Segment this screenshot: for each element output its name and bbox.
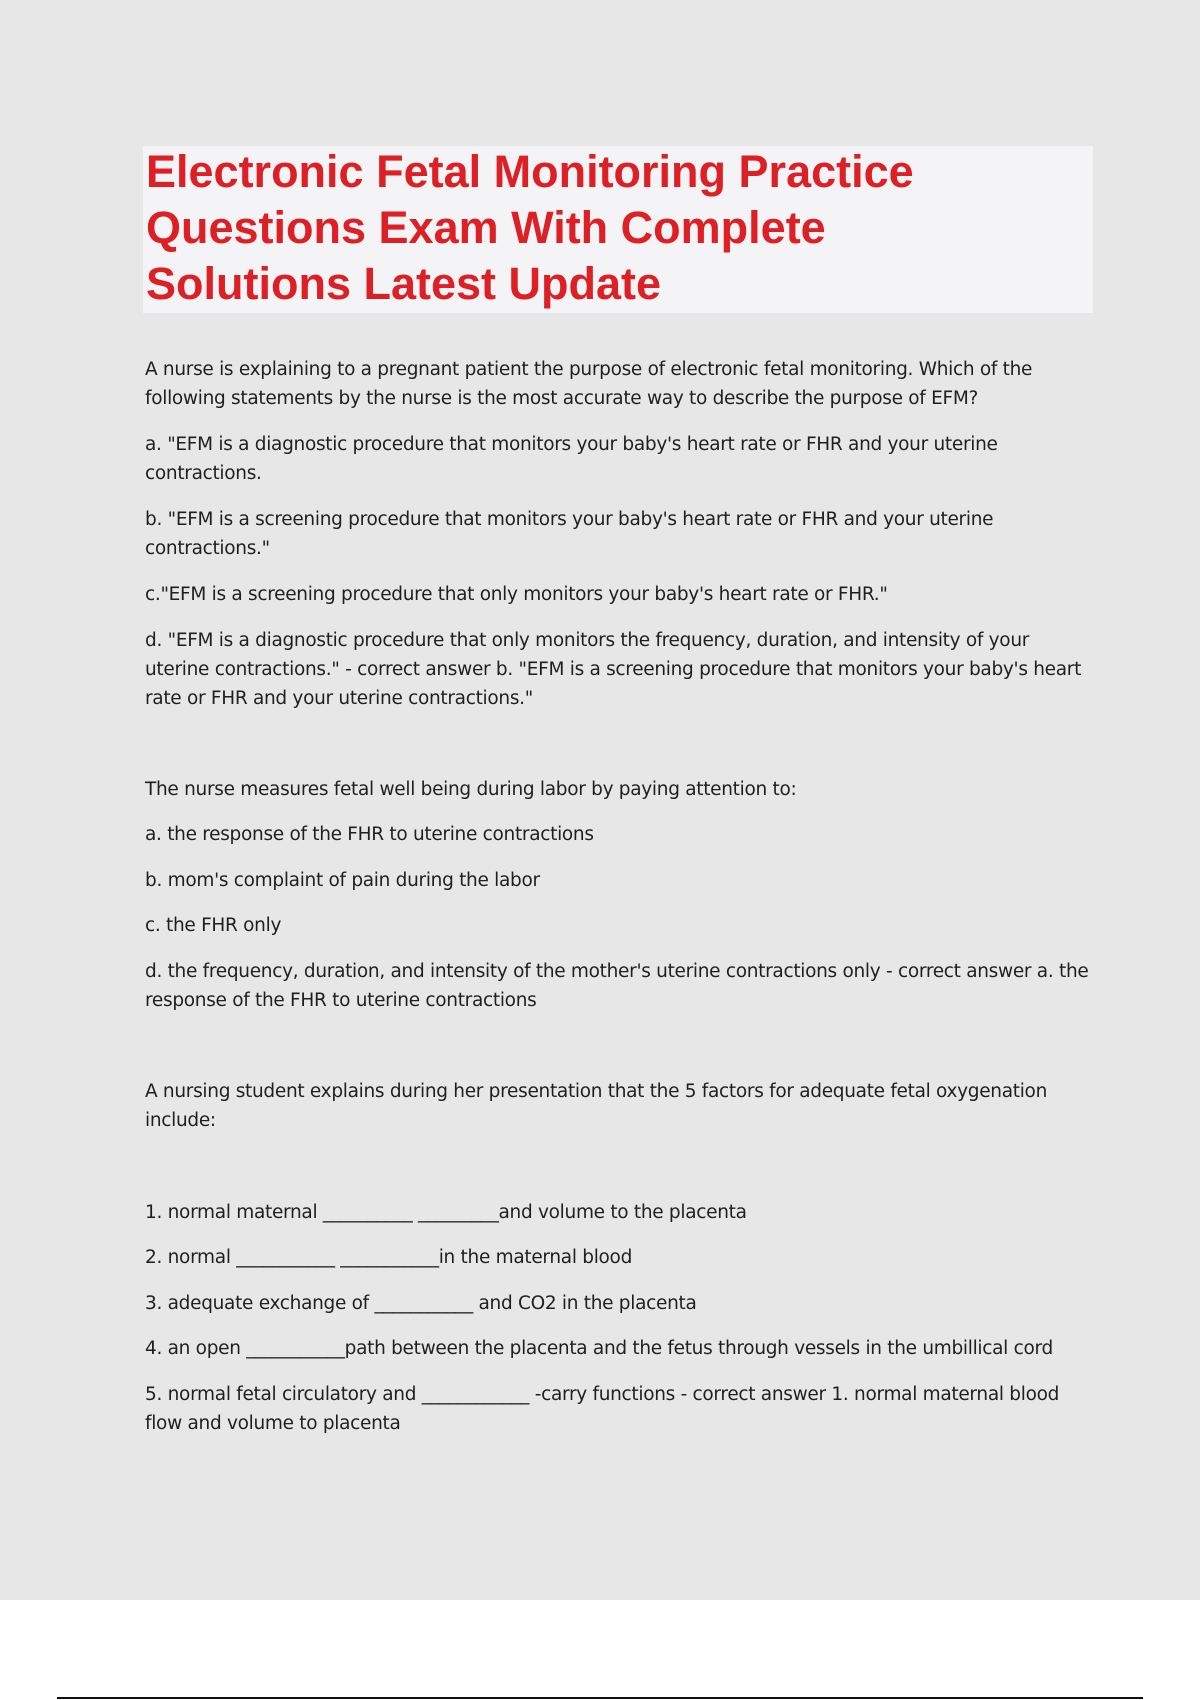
q2-option-d — [145, 957, 1088, 1015]
q2-stem — [145, 775, 796, 804]
q1-option-b-line: b. "EFM is a screening procedure that monitors your baby's heart rate or FHR and your uterine — [145, 509, 994, 530]
q3-item-4-line: 4. an open ___________path between the placenta and the fetus through vessels in the umbillical cord — [145, 1338, 1053, 1359]
q1-option-b — [145, 505, 993, 563]
q2-option-d-line: response of the FHR to uterine contractions — [145, 990, 537, 1011]
q3-item-2-line: 2. normal ___________ ___________in the maternal blood — [145, 1247, 633, 1268]
q2-option-c-line: c. the FHR only — [145, 915, 282, 936]
q3-stem — [145, 1077, 1047, 1135]
q1-option-d — [145, 626, 1081, 713]
title-line-3: Solutions Latest Update — [146, 258, 662, 309]
q3-item-2 — [145, 1243, 632, 1272]
q3-stem-line: A nursing student explains during her presentation that the 5 factors for adequate fetal oxygenation — [145, 1081, 1048, 1102]
q3-item-1-line: 1. normal maternal __________ _________and volume to the placenta — [145, 1202, 747, 1223]
q1-option-d-line: uterine contractions." - correct answer b. "EFM is a screening procedure that monitors your baby's heart — [145, 659, 1082, 680]
footer-rule — [57, 1697, 1143, 1699]
q2-option-d-line: d. the frequency, duration, and intensity of the mother's uterine contractions only - correct answer a. the — [145, 961, 1089, 982]
q1-stem-line: A nurse is explaining to a pregnant patient the purpose of electronic fetal monitoring. Which of the — [145, 359, 1033, 380]
q2-option-b — [145, 866, 540, 895]
q2-stem-line: The nurse measures fetal well being during labor by paying attention to: — [145, 779, 797, 800]
q3-item-1 — [145, 1198, 747, 1227]
q3-item-3-line: 3. adequate exchange of ___________ and CO2 in the placenta — [145, 1293, 697, 1314]
q1-option-c — [145, 580, 888, 609]
q1-option-d-line: rate or FHR and your uterine contractions." — [145, 688, 533, 709]
q1-stem — [145, 355, 1032, 413]
q3-item-3 — [145, 1289, 697, 1318]
q1-option-a-line: a. "EFM is a diagnostic procedure that monitors your baby's heart rate or FHR and your uterine — [145, 434, 998, 455]
q3-item-4 — [145, 1334, 1053, 1363]
q2-option-c — [145, 911, 281, 940]
q1-option-a — [145, 430, 998, 488]
q1-option-b-line: contractions." — [145, 538, 270, 559]
q2-option-b-line: b. mom's complaint of pain during the labor — [145, 870, 540, 891]
q1-option-d-line: d. "EFM is a diagnostic procedure that only monitors the frequency, duration, and intensity of your — [145, 630, 1030, 651]
document-title — [146, 144, 1086, 312]
q3-stem-line: include: — [145, 1110, 216, 1131]
q2-option-a — [145, 820, 594, 849]
q2-option-a-line: a. the response of the FHR to uterine contractions — [145, 824, 594, 845]
title-line-2: Questions Exam With Complete — [146, 202, 826, 253]
q1-stem-line: following statements by the nurse is the most accurate way to describe the purpose of EFM? — [145, 388, 978, 409]
q3-item-5-line: 5. normal fetal circulatory and ____________ -carry functions - correct answer 1. normal maternal blood — [145, 1384, 1060, 1405]
q3-item-5 — [145, 1380, 1059, 1438]
q3-item-5-line: flow and volume to placenta — [145, 1413, 401, 1434]
q1-option-a-line: contractions. — [145, 463, 262, 484]
q1-option-c-line: c."EFM is a screening procedure that only monitors your baby's heart rate or FHR." — [145, 584, 888, 605]
title-line-1: Electronic Fetal Monitoring Practice — [146, 146, 914, 197]
